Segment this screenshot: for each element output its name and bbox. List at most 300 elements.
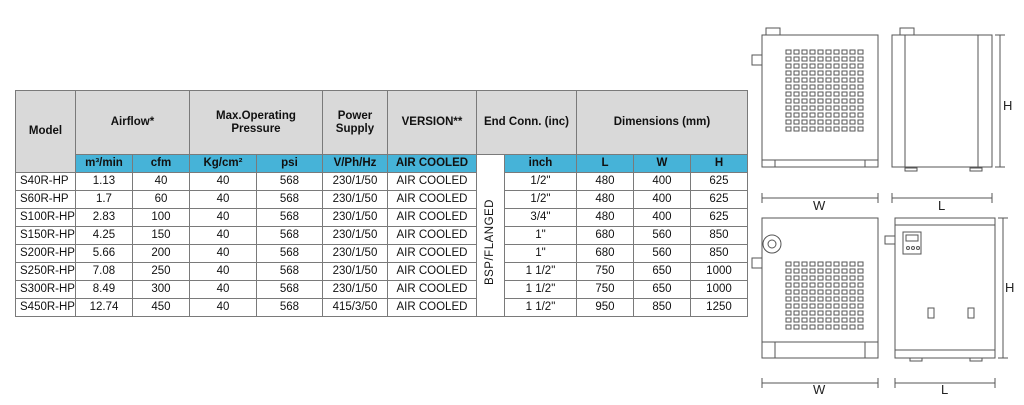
cell-L: 480 (576, 173, 633, 191)
vent-hole (834, 57, 839, 61)
cell-W: 400 (633, 209, 690, 227)
vent-hole (850, 64, 855, 68)
dim-label-w-bottom: W (813, 382, 826, 397)
vent-hole (786, 127, 791, 131)
vent-hole (818, 120, 823, 124)
vent-hole (850, 71, 855, 75)
vent-hole (850, 78, 855, 82)
vent-hole (850, 113, 855, 117)
vent-hole (850, 106, 855, 110)
vent-hole (826, 113, 831, 117)
vent-hole (802, 106, 807, 110)
cell-inch: 1" (504, 245, 576, 263)
model-header: Model (16, 91, 76, 173)
vent-hole (802, 304, 807, 308)
front-view-bottom (752, 218, 878, 358)
vent-hole (818, 262, 823, 266)
vent-hole (826, 325, 831, 329)
vent-hole (826, 262, 831, 266)
vent-hole (786, 304, 791, 308)
vent-hole (834, 127, 839, 131)
vent-hole (786, 106, 791, 110)
dim-label-h-top: H (1003, 98, 1013, 113)
vent-hole (834, 78, 839, 82)
vent-hole (786, 325, 791, 329)
vent-hole (818, 78, 823, 82)
cell-kg: 40 (189, 263, 256, 281)
vent-hole (810, 304, 815, 308)
vent-hole (794, 64, 799, 68)
vent-hole (858, 290, 863, 294)
cell-inch: 3/4" (504, 209, 576, 227)
vent-hole (826, 106, 831, 110)
vent-hole (786, 85, 791, 89)
vent-hole (818, 57, 823, 61)
vent-hole (810, 290, 815, 294)
vent-hole (818, 64, 823, 68)
cell-H: 850 (690, 245, 747, 263)
cell-m3: 5.66 (75, 245, 132, 263)
unit-vphhz: V/Ph/Hz (322, 155, 387, 173)
vent-hole (810, 50, 815, 54)
cell-W: 560 (633, 245, 690, 263)
vent-hole (842, 290, 847, 294)
unit-cfm: cfm (132, 155, 189, 173)
cell-power: 415/3/50 (322, 299, 387, 317)
vent-hole (794, 78, 799, 82)
cell-L: 480 (576, 209, 633, 227)
vent-hole (786, 283, 791, 287)
vent-hole (794, 71, 799, 75)
vent-hole (826, 318, 831, 322)
vent-hole (818, 50, 823, 54)
vent-hole (810, 311, 815, 315)
vent-hole (794, 99, 799, 103)
vent-hole (802, 127, 807, 131)
vent-hole (826, 311, 831, 315)
unit-inch: inch (504, 155, 576, 173)
cell-version: AIR COOLED (387, 209, 476, 227)
vent-hole (834, 92, 839, 96)
vent-hole (834, 311, 839, 315)
cell-kg: 40 (189, 281, 256, 299)
vent-hole (810, 297, 815, 301)
cell-H: 850 (690, 227, 747, 245)
vent-hole (786, 297, 791, 301)
cell-cfm: 200 (132, 245, 189, 263)
vent-hole (834, 297, 839, 301)
cell-cfm: 300 (132, 281, 189, 299)
vent-hole (858, 71, 863, 75)
vent-hole (850, 85, 855, 89)
cell-kg: 40 (189, 191, 256, 209)
vent-hole (834, 262, 839, 266)
cell-kg: 40 (189, 299, 256, 317)
vent-hole (802, 276, 807, 280)
vent-hole (850, 92, 855, 96)
cell-m3: 4.25 (75, 227, 132, 245)
vent-hole (786, 113, 791, 117)
cell-psi: 568 (256, 245, 322, 263)
vent-hole (794, 120, 799, 124)
vent-hole (810, 283, 815, 287)
vent-hole (802, 262, 807, 266)
vent-hole (850, 120, 855, 124)
cell-version: AIR COOLED (387, 173, 476, 191)
vent-hole (858, 311, 863, 315)
vent-hole (786, 262, 791, 266)
cell-m3: 1.7 (75, 191, 132, 209)
vent-hole (842, 127, 847, 131)
cell-power: 230/1/50 (322, 281, 387, 299)
vent-hole (786, 71, 791, 75)
vent-hole (810, 318, 815, 322)
cell-model: S40R-HP (16, 173, 76, 191)
cell-model: S60R-HP (16, 191, 76, 209)
vent-hole (818, 283, 823, 287)
cell-version: AIR COOLED (387, 263, 476, 281)
unit-H: H (690, 155, 747, 173)
vent-hole (802, 269, 807, 273)
vent-hole (850, 127, 855, 131)
vent-hole (786, 78, 791, 82)
vent-hole (842, 71, 847, 75)
vent-hole (818, 297, 823, 301)
vent-hole (810, 262, 815, 266)
cell-H: 1000 (690, 281, 747, 299)
vent-hole (834, 71, 839, 75)
vent-hole (794, 290, 799, 294)
cell-L: 680 (576, 227, 633, 245)
vent-hole (834, 85, 839, 89)
vent-hole (810, 113, 815, 117)
vent-hole (818, 276, 823, 280)
vent-hole (858, 78, 863, 82)
vent-hole (818, 269, 823, 273)
vent-hole (842, 311, 847, 315)
vent-hole (810, 85, 815, 89)
vent-hole (842, 78, 847, 82)
vent-hole (826, 297, 831, 301)
unit-L: L (576, 155, 633, 173)
vent-hole (842, 269, 847, 273)
vent-hole (834, 318, 839, 322)
vent-hole (802, 99, 807, 103)
cell-psi: 568 (256, 173, 322, 191)
vent-hole (842, 304, 847, 308)
cell-version: AIR COOLED (387, 245, 476, 263)
vent-hole (858, 325, 863, 329)
vent-hole (842, 64, 847, 68)
cell-version: AIR COOLED (387, 281, 476, 299)
vent-hole (786, 57, 791, 61)
cell-kg: 40 (189, 209, 256, 227)
cell-H: 1000 (690, 263, 747, 281)
unit-kgcm2: Kg/cm² (189, 155, 256, 173)
vent-hole (842, 276, 847, 280)
cell-power: 230/1/50 (322, 191, 387, 209)
vent-hole (858, 106, 863, 110)
cell-L: 950 (576, 299, 633, 317)
vent-hole (818, 304, 823, 308)
vent-hole (858, 127, 863, 131)
cell-L: 480 (576, 191, 633, 209)
vent-hole (826, 92, 831, 96)
vent-hole (842, 120, 847, 124)
connection-type-label: BSP/FLANGED (483, 199, 496, 286)
cell-H: 625 (690, 209, 747, 227)
unit-W: W (633, 155, 690, 173)
vent-hole (794, 304, 799, 308)
vent-hole (818, 113, 823, 117)
dim-label-w-top: W (813, 198, 826, 213)
front-view-top (752, 28, 878, 167)
vent-hole (794, 283, 799, 287)
vent-hole (802, 50, 807, 54)
vent-hole (850, 99, 855, 103)
vent-hole (810, 106, 815, 110)
side-view-top (892, 28, 992, 171)
vent-hole (810, 276, 815, 280)
vent-hole (858, 318, 863, 322)
vent-hole (858, 50, 863, 54)
vent-hole (834, 113, 839, 117)
vent-hole (786, 99, 791, 103)
vent-hole (818, 325, 823, 329)
vent-hole (810, 92, 815, 96)
cell-model: S450R-HP (16, 299, 76, 317)
vent-hole (858, 276, 863, 280)
cell-cfm: 450 (132, 299, 189, 317)
vent-hole (810, 269, 815, 273)
vent-hole (826, 120, 831, 124)
vent-hole (842, 99, 847, 103)
vent-hole (858, 85, 863, 89)
cell-psi: 568 (256, 299, 322, 317)
cell-inch: 1 1/2" (504, 263, 576, 281)
vent-hole (826, 276, 831, 280)
dim-label-l-bottom: L (941, 382, 949, 397)
vent-hole (786, 92, 791, 96)
vent-hole (786, 120, 791, 124)
cell-inch: 1 1/2" (504, 281, 576, 299)
cell-L: 750 (576, 281, 633, 299)
vent-hole (858, 57, 863, 61)
cell-model: S150R-HP (16, 227, 76, 245)
vent-hole (818, 71, 823, 75)
vent-hole (802, 113, 807, 117)
vent-hole (786, 276, 791, 280)
vent-hole (850, 269, 855, 273)
dimensions-header: Dimensions (mm) (576, 91, 747, 155)
vent-hole (834, 304, 839, 308)
cell-version: AIR COOLED (387, 191, 476, 209)
vent-hole (810, 325, 815, 329)
vent-hole (850, 325, 855, 329)
vent-hole (802, 283, 807, 287)
cell-model: S250R-HP (16, 263, 76, 281)
cell-m3: 12.74 (75, 299, 132, 317)
vent-hole (834, 50, 839, 54)
vent-hole (794, 106, 799, 110)
cell-power: 230/1/50 (322, 173, 387, 191)
cell-m3: 8.49 (75, 281, 132, 299)
cell-inch: 1" (504, 227, 576, 245)
vent-hole (850, 304, 855, 308)
vent-hole (786, 64, 791, 68)
cell-power: 230/1/50 (322, 245, 387, 263)
vent-hole (842, 283, 847, 287)
power-header: Power Supply (322, 91, 387, 155)
vent-hole (802, 78, 807, 82)
vent-hole (858, 269, 863, 273)
vent-hole (794, 269, 799, 273)
vent-hole (802, 318, 807, 322)
airflow-header: Airflow* (75, 91, 189, 155)
vent-hole (786, 290, 791, 294)
vent-hole (842, 50, 847, 54)
vent-hole (842, 92, 847, 96)
vent-hole (826, 71, 831, 75)
cell-W: 650 (633, 281, 690, 299)
vent-hole (858, 92, 863, 96)
vent-hole (850, 57, 855, 61)
vent-hole (818, 127, 823, 131)
vent-hole (818, 92, 823, 96)
vent-hole (818, 106, 823, 110)
vent-hole (794, 113, 799, 117)
vent-hole (810, 78, 815, 82)
vent-hole (826, 127, 831, 131)
cell-psi: 568 (256, 281, 322, 299)
cell-m3: 2.83 (75, 209, 132, 227)
dim-label-l-top: L (938, 198, 946, 213)
cell-psi: 568 (256, 191, 322, 209)
vent-hole (834, 290, 839, 294)
vent-hole (858, 120, 863, 124)
vent-hole (826, 57, 831, 61)
vent-hole (834, 283, 839, 287)
vent-hole (850, 318, 855, 322)
vent-hole (826, 64, 831, 68)
vent-hole (802, 92, 807, 96)
vent-hole (826, 304, 831, 308)
vent-hole (810, 120, 815, 124)
vent-hole (818, 99, 823, 103)
cell-L: 680 (576, 245, 633, 263)
vent-hole (850, 276, 855, 280)
vent-hole (842, 318, 847, 322)
unit-m3min: m³/min (75, 155, 132, 173)
cell-psi: 568 (256, 263, 322, 281)
cell-kg: 40 (189, 227, 256, 245)
vent-hole (818, 85, 823, 89)
vent-hole (802, 71, 807, 75)
vent-hole (794, 262, 799, 266)
vent-hole (842, 113, 847, 117)
vent-hole (794, 311, 799, 315)
cell-kg: 40 (189, 173, 256, 191)
unit-psi: psi (256, 155, 322, 173)
vent-hole (826, 85, 831, 89)
cell-cfm: 100 (132, 209, 189, 227)
cell-inch: 1/2" (504, 173, 576, 191)
cell-L: 750 (576, 263, 633, 281)
vent-hole (834, 276, 839, 280)
vent-hole (858, 297, 863, 301)
vent-hole (794, 57, 799, 61)
cell-psi: 568 (256, 227, 322, 245)
cell-model: S300R-HP (16, 281, 76, 299)
vent-hole (810, 99, 815, 103)
cell-model: S100R-HP (16, 209, 76, 227)
vent-hole (834, 325, 839, 329)
vent-hole (802, 120, 807, 124)
vent-hole (794, 50, 799, 54)
vent-hole (810, 64, 815, 68)
cell-H: 625 (690, 191, 747, 209)
cell-m3: 1.13 (75, 173, 132, 191)
vent-hole (834, 106, 839, 110)
vent-hole (794, 127, 799, 131)
vent-hole (802, 325, 807, 329)
vent-hole (842, 106, 847, 110)
vent-hole (802, 85, 807, 89)
cell-version: AIR COOLED (387, 227, 476, 245)
vent-hole (818, 311, 823, 315)
cell-cfm: 250 (132, 263, 189, 281)
cell-cfm: 60 (132, 191, 189, 209)
vent-hole (826, 78, 831, 82)
vent-hole (834, 99, 839, 103)
vent-hole (842, 85, 847, 89)
cell-W: 400 (633, 191, 690, 209)
vent-hole (810, 127, 815, 131)
vent-hole (826, 269, 831, 273)
cell-m3: 7.08 (75, 263, 132, 281)
vent-hole (858, 304, 863, 308)
version-header: VERSION** (387, 91, 476, 155)
vent-hole (786, 318, 791, 322)
vent-hole (858, 283, 863, 287)
vent-hole (794, 85, 799, 89)
side-view-bottom (885, 218, 995, 361)
vent-hole (802, 297, 807, 301)
vent-hole (850, 262, 855, 266)
vent-hole (802, 311, 807, 315)
vent-hole (850, 297, 855, 301)
vent-hole (834, 269, 839, 273)
cell-kg: 40 (189, 245, 256, 263)
cell-inch: 1/2" (504, 191, 576, 209)
vent-hole (786, 50, 791, 54)
vent-hole (850, 50, 855, 54)
vent-hole (858, 64, 863, 68)
vent-hole (842, 57, 847, 61)
end-conn-header: End Conn. (inc) (476, 91, 576, 155)
vent-hole (786, 269, 791, 273)
vent-hole (794, 325, 799, 329)
vent-hole (810, 71, 815, 75)
vent-hole (794, 297, 799, 301)
cell-W: 650 (633, 263, 690, 281)
vent-hole (834, 120, 839, 124)
vent-hole (834, 64, 839, 68)
cell-cfm: 40 (132, 173, 189, 191)
cell-W: 560 (633, 227, 690, 245)
vent-hole (826, 99, 831, 103)
cell-model: S200R-HP (16, 245, 76, 263)
